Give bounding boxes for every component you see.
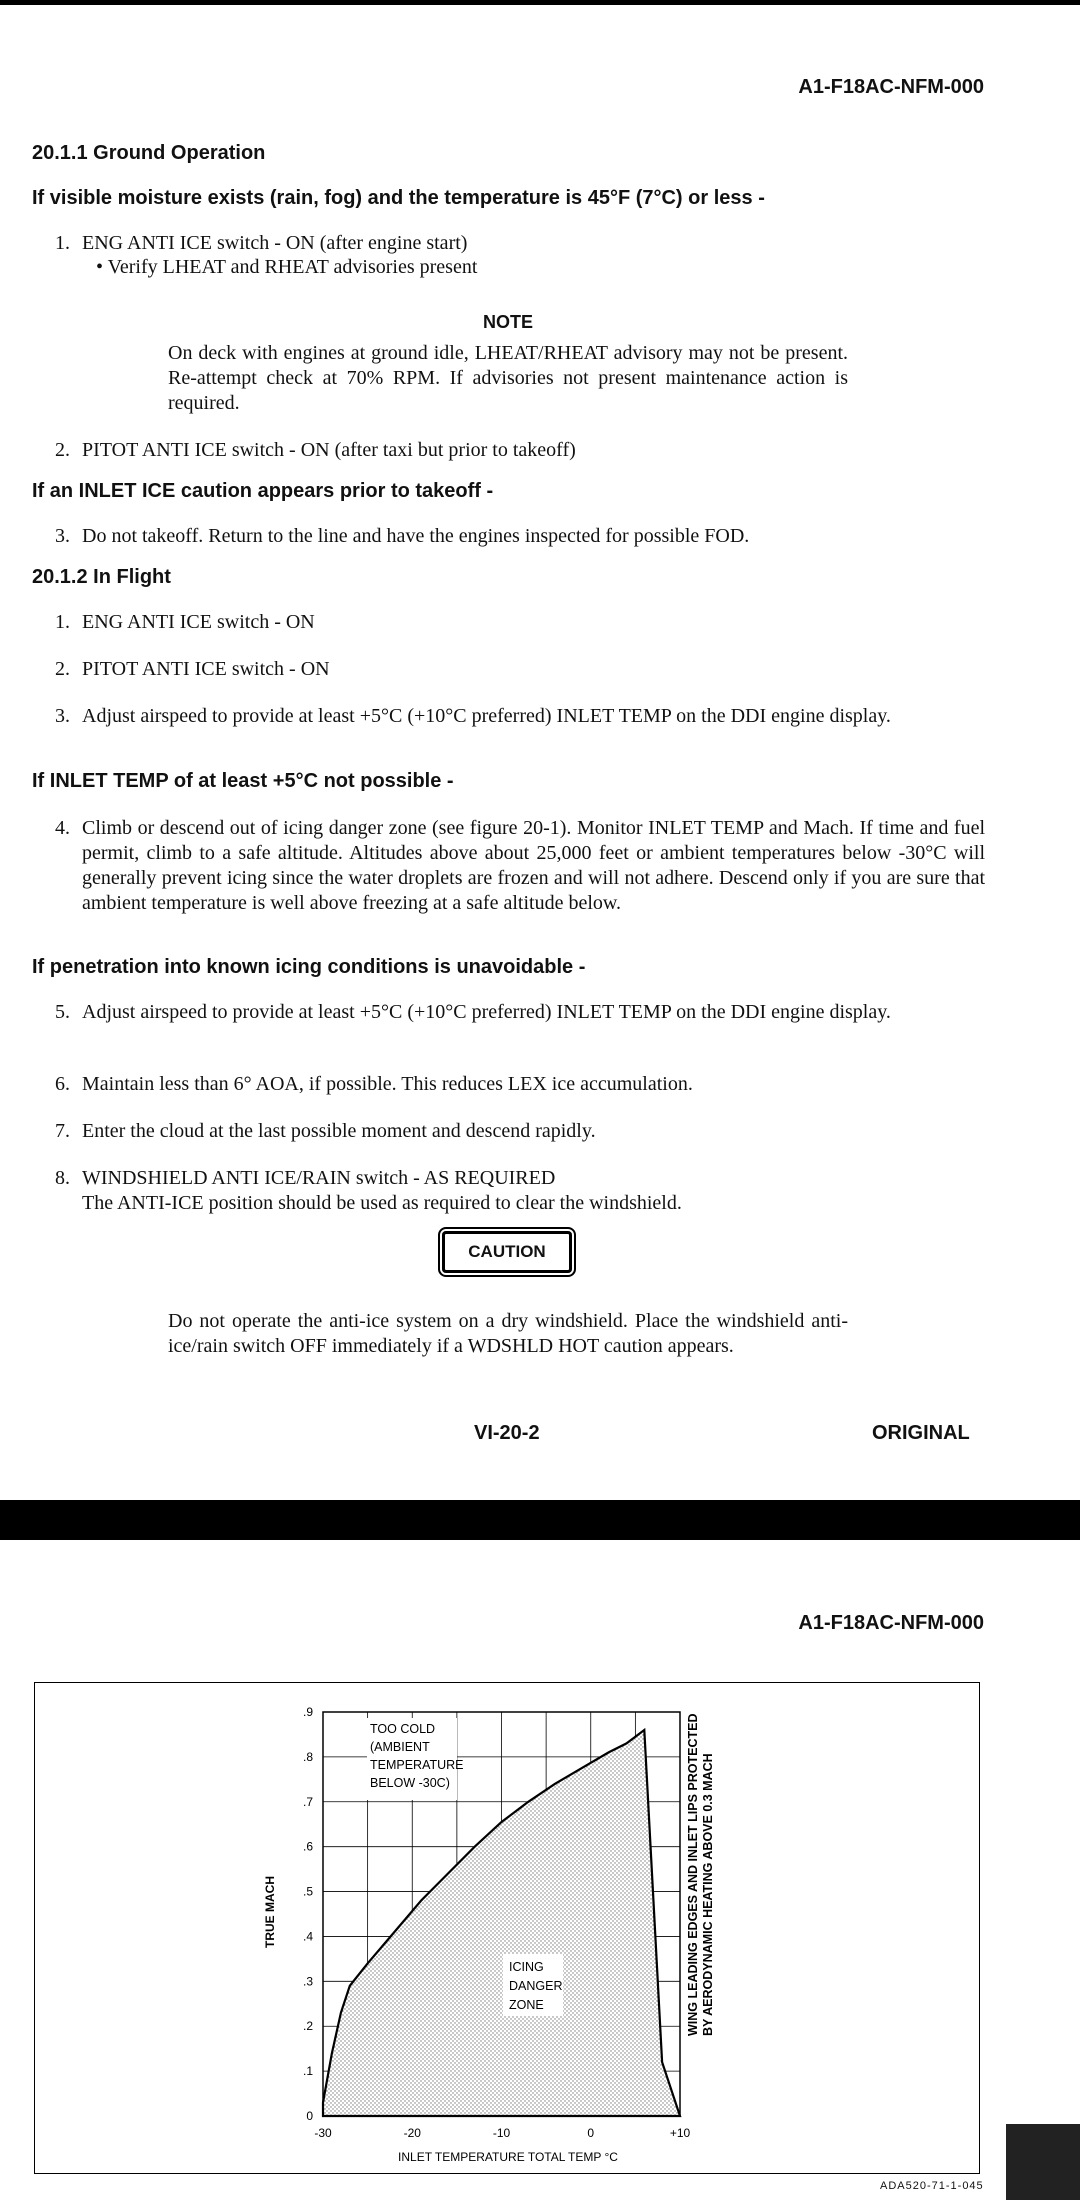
x-tick-label: -10	[492, 2126, 511, 2140]
step-number: 3.	[55, 705, 70, 727]
x-tick-label: 0	[587, 2126, 595, 2140]
condition-inlet-ice: If an INLET ICE caution appears prior to takeoff -	[32, 480, 494, 502]
section-heading-ground: 20.1.1 Ground Operation	[32, 142, 266, 164]
step-text: ENG ANTI ICE switch - ON (after engine start)	[82, 232, 468, 254]
step-number: 6.	[55, 1073, 70, 1095]
too-cold-annotation: TOO COLD (AMBIENT TEMPERATURE BELOW -30C)	[370, 1722, 464, 1790]
step-text: Enter the cloud at the last possible moment and descend rapidly.	[82, 1120, 596, 1142]
x-tick-label: -20	[403, 2126, 421, 2140]
x-tick-label: -30	[314, 2126, 332, 2140]
step-text: ENG ANTI ICE switch - ON	[82, 611, 315, 633]
step-number: 3.	[55, 525, 70, 547]
y-tick-label: .5	[302, 1884, 313, 1899]
note-title: NOTE	[482, 312, 533, 332]
step-number: 7.	[55, 1120, 70, 1142]
step-number: 5.	[55, 1001, 70, 1023]
step-text: Do not takeoff. Return to the line and have the engines inspected for possible FOD.	[82, 525, 750, 547]
y-tick-label: .8	[302, 1749, 313, 1764]
document-number-page2: A1-F18AC-NFM-000	[798, 1612, 984, 1634]
figure-id: ADA520-71-1-045	[880, 2180, 984, 2192]
y-tick-label: .1	[302, 2064, 313, 2079]
y-tick-label: 0	[306, 2109, 313, 2123]
x-axis-label: INLET TEMPERATURE TOTAL TEMP °C	[398, 2150, 618, 2164]
step-number: 1.	[55, 232, 70, 254]
revision-label: ORIGINAL	[872, 1422, 970, 1444]
y-tick-label: .3	[302, 1974, 313, 1989]
condition-penetration: If penetration into known icing conditions is unavoidable -	[32, 956, 586, 978]
y-tick-label: .4	[302, 1929, 313, 1944]
page-number: VI-20-2	[474, 1422, 540, 1444]
icing-zone-annotation: ICING DANGER ZONE	[509, 1960, 563, 2012]
y-axis-label: TRUE MACH	[263, 1876, 277, 1948]
step-text: Climb or descend out of icing danger zone (see figure 20-1). Monitor INLET TEMP and Mach. If time and fuel permit, climb to a safe altitude. Altitudes above about 25,000 feet or ambient temperatures below -30°C will generally prevent icing since the water droplets are frozen and will not adhere. Descend only if you are sure that ambient temperature is well above freezing at a safe altitude below.	[82, 817, 985, 914]
step-text: Maintain less than 6° AOA, if possible. This reduces LEX ice accumulation.	[82, 1073, 693, 1095]
step-text: PITOT ANTI ICE switch - ON (after taxi but prior to takeoff)	[82, 439, 576, 461]
step-text: Adjust airspeed to provide at least +5°C (+10°C preferred) INLET TEMP on the DDI engine display.	[82, 1001, 891, 1023]
y-tick-label: .9	[302, 1705, 313, 1719]
document-number: A1-F18AC-NFM-000	[798, 76, 984, 98]
y-tick-label: .6	[302, 1839, 313, 1854]
y-tick-label: .2	[302, 2019, 313, 2034]
step-number: 8.	[55, 1167, 70, 1189]
step-number: 2.	[55, 658, 70, 680]
step-number: 2.	[55, 439, 70, 461]
condition-moisture: If visible moisture exists (rain, fog) and the temperature is 45°F (7°C) or less -	[32, 187, 765, 209]
windshield-note: The ANTI-ICE position should be used as required to clear the windshield.	[82, 1192, 682, 1214]
step-text: WINDSHIELD ANTI ICE/RAIN switch - AS REQUIRED	[82, 1167, 556, 1189]
step-number: 1.	[55, 611, 70, 633]
caution-text: Do not operate the anti-ice system on a dry windshield. Place the windshield anti-ice/rain switch OFF immediately if a WDSHLD HOT caution appears.	[168, 1310, 848, 1357]
step-number: 4.	[55, 817, 70, 839]
verify-bullet: • Verify LHEAT and RHEAT advisories present	[96, 256, 478, 278]
x-tick-label: +10	[669, 2126, 691, 2140]
corner-block	[1006, 2124, 1080, 2200]
protection-annotation: WING LEADING EDGES AND INLET LIPS PROTECTED BY AERODYNAMIC HEATING ABOVE 0.3 MACH	[686, 1713, 715, 2036]
caution-badge: CAUTION	[442, 1231, 572, 1273]
step-text: Adjust airspeed to provide at least +5°C (+10°C preferred) INLET TEMP on the DDI engine display.	[82, 705, 891, 727]
note-text: On deck with engines at ground idle, LHEAT/RHEAT advisory may not be present. Re-attempt check at 70% RPM. If advisories not present maintenance action is required.	[168, 342, 848, 414]
section-heading-flight: 20.1.2 In Flight	[32, 566, 171, 588]
y-tick-label: .7	[302, 1794, 313, 1809]
condition-inlet-temp: If INLET TEMP of at least +5°C not possible -	[32, 770, 454, 792]
step-text: PITOT ANTI ICE switch - ON	[82, 658, 330, 680]
